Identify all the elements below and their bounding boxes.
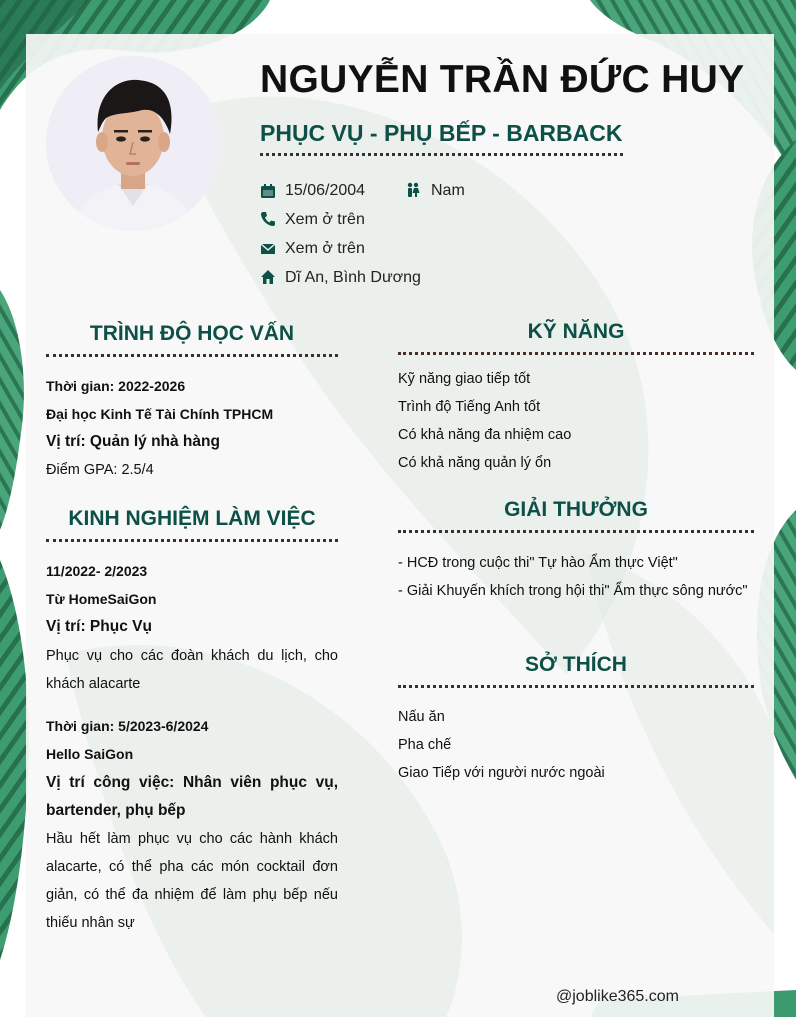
education-position: Vị trí: Quản lý nhà hàng bbox=[46, 433, 220, 450]
birthday: 15/06/2004 bbox=[285, 182, 366, 199]
skill-item: Có khả năng quản lý ổn bbox=[398, 455, 552, 471]
address: Dĩ An, Bình Dương bbox=[285, 269, 421, 286]
job-1-time: 11/2022- 2/2023 bbox=[46, 563, 148, 579]
skills-divider bbox=[398, 352, 754, 355]
phone: Xem ở trên bbox=[285, 211, 365, 228]
portrait-illustration bbox=[46, 56, 221, 231]
award-item: - Giải Khuyến khích trong hội thi" Ẩm thực sông nước" bbox=[398, 583, 748, 599]
experience-title: KINH NGHIỆM LÀM VIỆC bbox=[68, 507, 316, 530]
job-1-company: Từ HomeSaiGon bbox=[46, 591, 157, 607]
gender-icon bbox=[405, 182, 421, 198]
job-1-description: Phục vụ cho các đoàn khách du lịch, cho khách alacarte bbox=[46, 648, 338, 692]
skill-item: Kỹ năng giao tiếp tốt bbox=[398, 371, 531, 387]
education-school: Đại học Kinh Tế Tài Chính TPHCM bbox=[46, 406, 274, 422]
email: Xem ở trên bbox=[285, 240, 365, 257]
hobby-item: Pha chế bbox=[398, 737, 452, 753]
site-watermark: @joblike365.com bbox=[556, 988, 679, 1005]
avatar bbox=[46, 56, 221, 231]
skill-item: Trình độ Tiếng Anh tốt bbox=[398, 399, 541, 415]
skills-title: KỸ NĂNG bbox=[527, 320, 625, 343]
awards-divider bbox=[398, 530, 754, 533]
education-time: Thời gian: 2022-2026 bbox=[46, 378, 186, 394]
calendar-icon bbox=[260, 183, 276, 199]
job-2-description: Hầu hết làm phục vụ cho các hành khách alacarte, có thể pha các món cocktail đơn giản, có thể đa nhiệm để làm phụ bếp nếu thiếu nhân sự bbox=[46, 831, 338, 931]
award-item: - HCĐ trong cuộc thi" Tự hào Ẩm thực Việt" bbox=[398, 555, 678, 571]
hobby-item: Nấu ăn bbox=[398, 709, 445, 725]
experience-divider bbox=[46, 539, 338, 542]
hobbies-title: SỞ THÍCH bbox=[525, 653, 627, 676]
phone-icon bbox=[260, 211, 276, 227]
envelope-icon bbox=[260, 241, 276, 257]
education-gpa: Điểm GPA: 2.5/4 bbox=[46, 462, 154, 478]
job-1-position: Vị trí: Phục Vụ bbox=[46, 618, 152, 635]
home-icon bbox=[260, 269, 276, 285]
job-2-company: Hello SaiGon bbox=[46, 746, 134, 762]
gender: Nam bbox=[431, 182, 465, 199]
hobbies-divider bbox=[398, 685, 754, 688]
hobby-item: Giao Tiếp với người nước ngoài bbox=[398, 765, 605, 781]
candidate-name: NGUYỄN TRẦN ĐỨC HUY bbox=[260, 58, 745, 101]
job-2-position: Vị trí công việc: Nhân viên phục vụ, bartender, phụ bếp bbox=[46, 774, 338, 819]
education-divider bbox=[46, 354, 338, 357]
education-title: TRÌNH ĐỘ HỌC VẤN bbox=[89, 322, 295, 345]
skill-item: Có khả năng đa nhiệm cao bbox=[398, 427, 572, 443]
job-title: PHỤC VỤ - PHỤ BẾP - BARBACK bbox=[260, 120, 623, 156]
awards-title: GIẢI THƯỞNG bbox=[504, 498, 648, 521]
job-2-time: Thời gian: 5/2023-6/2024 bbox=[46, 718, 209, 734]
